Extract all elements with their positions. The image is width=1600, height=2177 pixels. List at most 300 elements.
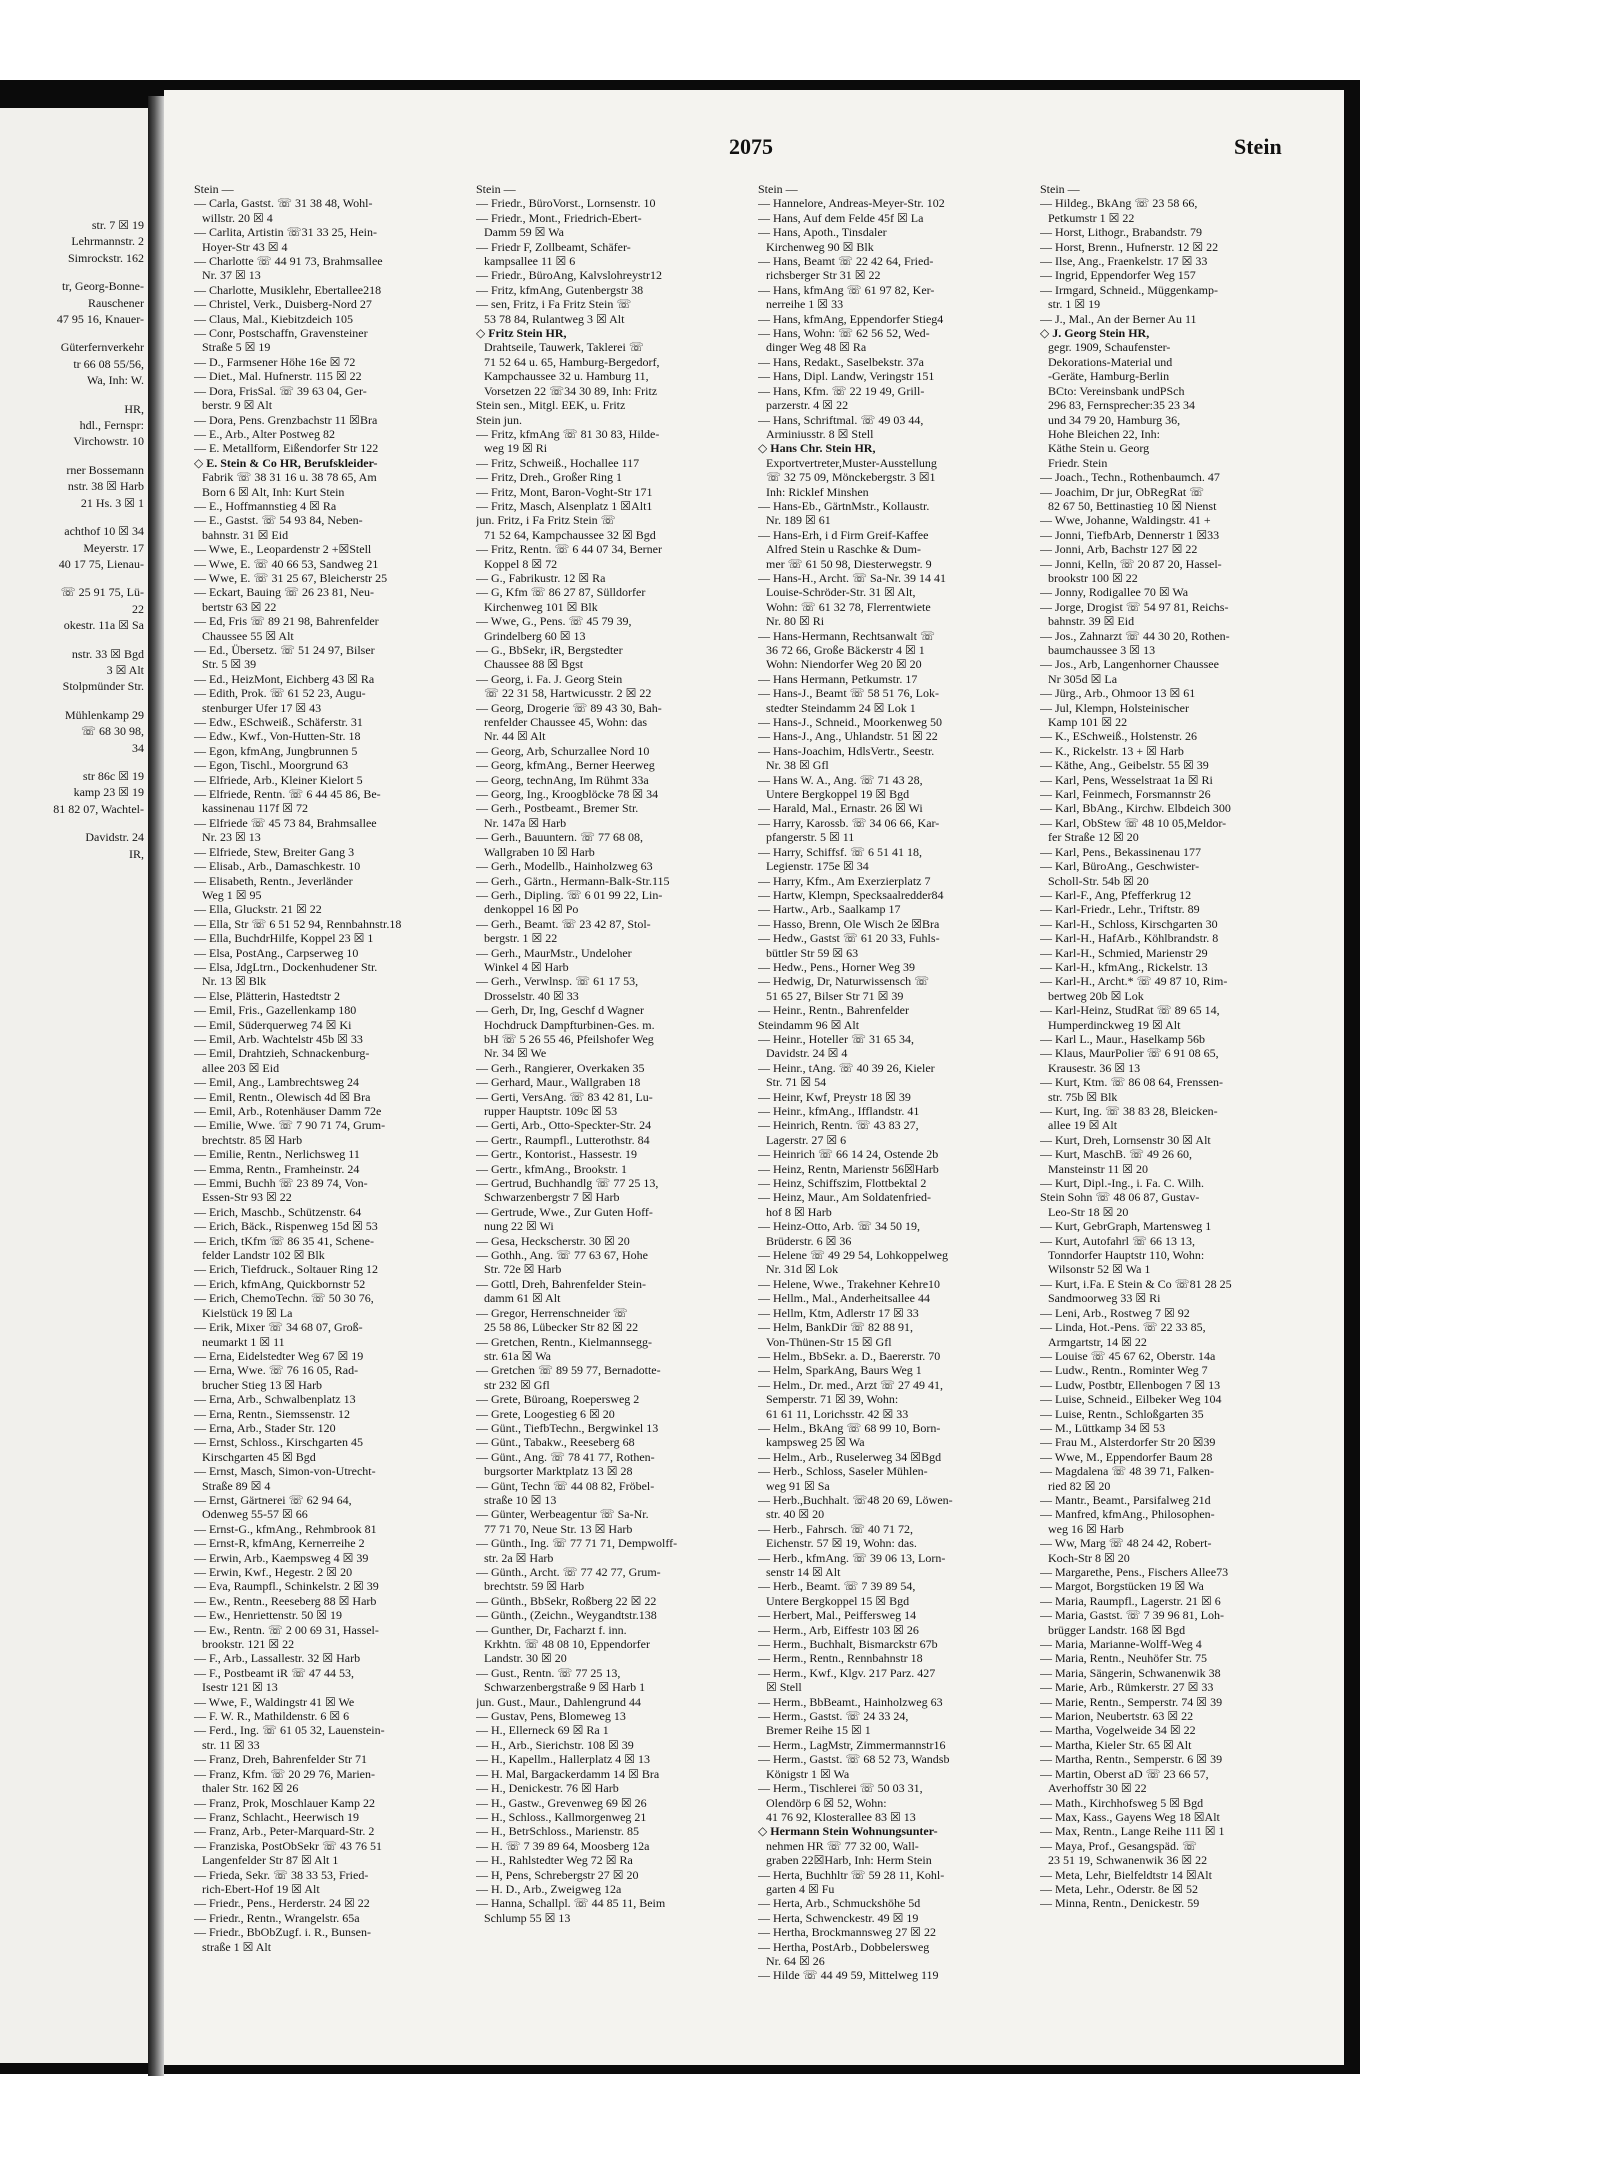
directory-entry-line: — Elfriede ☏ 45 73 84, Brahmsallee: [194, 815, 377, 830]
directory-entry-line: — Emil, Rentn., Olewisch 4d ☒ Bra: [194, 1089, 371, 1104]
directory-entry-line: — Heinrich, Rentn. ☏ 43 83 27,: [758, 1118, 919, 1133]
directory-entry-line: — E. Metallform, Eißendorfer Str 122: [194, 441, 379, 456]
directory-entry-line: — Gothh., Ang. ☏ 77 63 67, Hohe: [476, 1248, 649, 1263]
directory-entry-line: willstr. 20 ☒ 4: [202, 210, 273, 225]
directory-entry-line: — Diet., Mal. Hufnerstr. 115 ☒ 22: [194, 369, 362, 384]
directory-entry-line: — Ella, Str ☏ 6 51 52 94, Rennbahnstr.18: [194, 916, 402, 931]
directory-entry-line: — Ernst, Masch, Simon-von-Utrecht-: [194, 1464, 376, 1479]
directory-entry-line: — Ed., Übersetz. ☏ 51 24 97, Bilser: [194, 643, 375, 657]
directory-column-2: [476, 182, 746, 1925]
directory-entry-line: — Erich, kfmAng, Quickbornstr 52: [194, 1276, 366, 1291]
directory-entry-line: Eichenstr. 57 ☒ 19, Wohn: das.: [766, 1536, 917, 1551]
directory-entry-line: — Hildeg., BkAng ☏ 23 58 66,: [1040, 196, 1198, 211]
directory-entry-line: burgsorter Marktplatz 13 ☒ 28: [484, 1464, 633, 1479]
directory-entry-line: — Helm., Dr. med., Arzt ☏ 27 49 41,: [758, 1377, 943, 1392]
directory-entry-line: — Gerh., MaurMstr., Undeloher: [476, 945, 632, 960]
directory-entry-line: — M., Lüttkamp 34 ☒ 53: [1040, 1420, 1166, 1435]
directory-entry-line: str. 61a ☒ Wa: [484, 1348, 551, 1363]
directory-entry-line: — Wwe, E. ☏ 40 66 53, Sandweg 21: [194, 556, 379, 571]
directory-entry-line: — Leni, Arb., Rostweg 7 ☒ 92: [1040, 1305, 1190, 1320]
directory-entry-line: — Gottl, Dreh, Bahrenfelder Stein-: [476, 1276, 646, 1291]
left-page-fragment: IR,: [129, 846, 144, 861]
directory-entry-line: Str. 5 ☒ 39: [202, 657, 257, 672]
left-page-fragment: okestr. 11a ☒ Sa: [63, 618, 144, 633]
directory-entry-line: Chaussee 55 ☒ Alt: [202, 628, 294, 643]
directory-entry-line: — Herm., Arb, Eiffestr 103 ☒ 26: [758, 1622, 919, 1637]
directory-entry-line: — Herm., Rentn., Rennbahnstr 18: [758, 1651, 923, 1666]
directory-entry-line: BCto: Vereinsbank undPSch: [1048, 383, 1185, 398]
directory-entry-line: — Hans, Wohn: ☏ 62 56 52, Wed-: [758, 326, 930, 341]
directory-entry-line: Winkel 4 ☒ Harb: [484, 959, 569, 974]
directory-entry-line: — Else, Plätterin, Hastedtstr 2: [194, 988, 340, 1003]
directory-entry-line: — Jonni, TiefbArb, Dennerstr 1 ☒33: [1040, 527, 1220, 542]
directory-entry-line: — Franz, Arb., Peter-Marquard-Str. 2: [194, 1824, 375, 1839]
directory-entry-line: bergstr. 1 ☒ 22: [484, 931, 558, 946]
directory-entry-line: — H, Pens, Schrebergstr 27 ☒ 20: [476, 1867, 639, 1882]
directory-entry-line: — Herm., Gastst. ☏ 24 33 24,: [758, 1709, 909, 1724]
directory-entry-line: Lagerstr. 27 ☒ 6: [766, 1132, 847, 1147]
directory-entry-line: — Dora, Pens. Grenzbachstr 11 ☒Bra: [194, 412, 378, 427]
directory-entry-line: — F. W. R., Mathildenstr. 6 ☒ 6: [194, 1709, 350, 1724]
directory-entry-line: — Friedr., Rentn., Wrangelstr. 65a: [194, 1910, 360, 1925]
directory-entry-line: — Erich, Bäck., Rispenweg 15d ☒ 53: [194, 1219, 378, 1234]
directory-entry-line: — Gerh., Bauuntern. ☏ 77 68 08,: [476, 830, 643, 845]
directory-entry-line: — Conr, Postschaffn, Gravensteiner: [194, 326, 368, 341]
directory-entry-line: Isestr 121 ☒ 13: [202, 1680, 278, 1695]
directory-entry-line: — Ed, Fris ☏ 89 21 98, Bahrenfelder: [194, 614, 379, 629]
directory-entry-line: — Friedr., BüroVorst., Lornsenstr. 10: [476, 196, 656, 211]
directory-entry-line: — G., Fabrikustr. 12 ☒ Ra: [476, 570, 606, 585]
directory-entry-line: — Karl-H., Archt.* ☏ 49 87 10, Rim-: [1040, 974, 1228, 989]
directory-entry-line: — Wwe, Johanne, Waldingstr. 41 +: [1040, 513, 1211, 528]
directory-entry-line: — D., Farmsener Höhe 16e ☒ 72: [194, 354, 356, 369]
left-page-fragment: 81 82 07, Wachtel-: [53, 801, 144, 816]
left-page-fragment: Wa, Inh: W.: [86, 373, 144, 388]
directory-entry-line: — Jonni, Arb, Bachstr 127 ☒ 22: [1040, 542, 1198, 557]
directory-entry-line: — Fritz, Rentn. ☏ 6 44 07 34, Berner: [476, 542, 662, 557]
directory-entry-line: Legienstr. 175e ☒ 34: [766, 859, 869, 874]
directory-entry-line: senstr 14 ☒ Alt: [766, 1565, 841, 1579]
directory-entry-line: — Ferd., Ing. ☏ 61 05 32, Lauenstein-: [194, 1723, 385, 1738]
directory-entry-line: Arminiusstr. 8 ☒ Stell: [766, 426, 874, 441]
directory-entry-line: ☏ 32 75 09, Mönckebergstr. 3 ☒1: [766, 470, 936, 485]
directory-entry-line: — Gregor, Herrenschneider ☏: [476, 1305, 628, 1320]
directory-entry-line: 51 65 27, Bilser Str 71 ☒ 39: [766, 988, 904, 1003]
directory-entry-line: Krausestr. 36 ☒ 13: [1048, 1060, 1141, 1075]
directory-entry-line: Brüderstr. 6 ☒ 36: [766, 1233, 852, 1248]
directory-entry-line: — Maria, Marianne-Wolff-Weg 4: [1040, 1637, 1202, 1652]
directory-entry-line: — Hans, kfmAng ☏ 61 97 82, Ker-: [758, 282, 935, 297]
directory-entry-line: neumarkt 1 ☒ 11: [202, 1334, 285, 1349]
directory-entry-line: Stein —: [758, 182, 798, 196]
directory-entry-line: Kamp 101 ☒ 22: [1048, 715, 1128, 730]
directory-entry-line: — Herm., Gastst. ☏ 68 52 73, Wandsb: [758, 1752, 950, 1767]
directory-entry-line: — H., Kapellm., Hallerplatz 4 ☒ 13: [476, 1752, 651, 1767]
directory-entry-line: — Herm., Buchhalt, Bismarckstr 67b: [758, 1637, 938, 1652]
directory-entry-line: — Karl, Pens., Bekassinenau 177: [1040, 844, 1201, 859]
directory-entry-line: — Georg, Ing., Kroogblöcke 78 ☒ 34: [476, 787, 659, 802]
book-gutter: [148, 96, 164, 2076]
directory-entry-line: — Luise, Rentn., Schloßgarten 35: [1040, 1406, 1204, 1421]
left-page-fragment: str. 7 ☒ 19: [91, 218, 144, 232]
directory-entry-line: richsberger Str 31 ☒ 22: [766, 268, 881, 283]
directory-entry-line: — Harry, Karossb. ☏ 34 06 66, Kar-: [758, 815, 940, 830]
directory-entry-line: — Friedr., Mont., Friedrich-Ebert-: [476, 210, 642, 225]
directory-entry-line: — Helm., Arb., Ruselerweg 34 ☒Bgd: [758, 1449, 942, 1464]
directory-entry-line: Königstr 1 ☒ Wa: [766, 1766, 850, 1781]
directory-entry-line: bH ☏ 5 26 55 46, Pfeilshofer Weg: [484, 1031, 654, 1046]
directory-entry-line: — Margarethe, Pens., Fischers Allee73: [1040, 1565, 1229, 1579]
directory-entry-line: — Jonni, Kelln, ☏ 20 87 20, Hassel-: [1040, 556, 1222, 571]
directory-entry-line: 53 78 84, Rulantweg 3 ☒ Alt: [484, 311, 625, 326]
directory-entry-line: Louise-Schröder-Str. 31 ☒ Alt,: [766, 585, 916, 600]
directory-entry-line: brucher Stieg 13 ☒ Harb: [202, 1377, 323, 1392]
directory-entry-line: Hoyer-Str 43 ☒ 4: [202, 239, 288, 254]
directory-entry-line: — Elsa, JdgLtrn., Dockenhudener Str.: [194, 959, 378, 974]
directory-entry-line: — Herta, Schwenckestr. 49 ☒ 19: [758, 1910, 919, 1925]
directory-entry-line: — Maria, Raumpfl., Lagerstr. 21 ☒ 6: [1040, 1593, 1221, 1608]
left-page-fragment: Mühlenkamp 29: [65, 707, 144, 722]
directory-entry-line: — Gertr., Kontorist., Hassestr. 19: [476, 1147, 637, 1162]
directory-entry-line: Nr. 34 ☒ We: [484, 1046, 547, 1061]
directory-entry-line: — Ew., Rentn., Reeseberg 88 ☒ Harb: [194, 1593, 377, 1608]
directory-entry-line: bertweg 20b ☒ Lok: [1048, 988, 1144, 1003]
directory-entry-line: — H., Rahlstedter Weg 72 ☒ Ra: [476, 1853, 633, 1868]
directory-entry-line: — Hedwig, Dr, Naturwissensch ☏: [758, 974, 930, 989]
directory-entry-line: stenburger Ufer 17 ☒ 43: [202, 700, 322, 715]
directory-entry-line: berstr. 9 ☒ Alt: [202, 398, 273, 413]
directory-column-1: [194, 182, 464, 1954]
directory-entry-line: weg 16 ☒ Harb: [1048, 1521, 1124, 1536]
directory-entry-line: — Hans, Schriftmal. ☏ 49 03 44,: [758, 412, 924, 427]
directory-entry-line: — Magdalena ☏ 48 39 71, Falken-: [1040, 1464, 1214, 1479]
directory-entry-line: — Heinr., tAng. ☏ 40 39 26, Kieler: [758, 1060, 935, 1075]
directory-entry-line: straße 1 ☒ Alt: [202, 1939, 272, 1954]
directory-entry-line: stedter Steindamm 24 ☒ Lok 1: [766, 700, 916, 715]
directory-entry-line: — Gust., Rentn. ☏ 77 25 13,: [476, 1665, 621, 1680]
directory-entry-line: Sandmoorweg 33 ☒ Ri: [1048, 1291, 1161, 1306]
directory-entry-line: Wallgraben 10 ☒ Harb: [484, 844, 595, 859]
directory-entry-line: Stein sen., Mitgl. EEK, u. Fritz: [476, 398, 626, 413]
directory-entry-line: — Martha, Rentn., Semperstr. 6 ☒ 39: [1040, 1752, 1223, 1767]
directory-entry-line: Averhoffstr 30 ☒ 22: [1048, 1781, 1147, 1796]
directory-entry-line: Straße 89 ☒ 4: [202, 1478, 271, 1493]
directory-entry-line: Fabrik ☏ 38 31 16 u. 38 78 65, Am: [202, 470, 377, 485]
directory-entry-line: Von-Thünen-Str 15 ☒ Gfl: [766, 1334, 892, 1349]
directory-entry-line: — Minna, Rentn., Denickestr. 59: [1040, 1896, 1200, 1911]
directory-entry-line: — Kurt, Dipl.-Ing., i. Fa. C. Wilh.: [1040, 1176, 1204, 1191]
left-page-fragment: Güterfernverkehr: [60, 340, 144, 355]
directory-entry-line: — Maya, Prof., Gesangspäd. ☏: [1040, 1838, 1197, 1853]
directory-entry-line: — Gertrude, Wwe., Zur Guten Hoff-: [476, 1204, 653, 1219]
directory-entry-line: Semperstr. 71 ☒ 39, Wohn:: [766, 1392, 899, 1407]
directory-column-4: [1040, 182, 1310, 1911]
directory-entry-line: Stein —: [194, 182, 234, 196]
directory-entry-line: — Edith, Prok. ☏ 61 52 23, Augu-: [194, 686, 366, 701]
directory-entry-line: Dekorations-Material und: [1048, 354, 1173, 369]
directory-entry-line: — Grete, Loogestieg 6 ☒ 20: [476, 1406, 615, 1421]
directory-entry-line: baumchaussee 3 ☒ 13: [1048, 643, 1156, 657]
directory-entry-line: allee 19 ☒ Alt: [1048, 1118, 1118, 1133]
directory-entry-line: — Maria, Sängerin, Schwanenwik 38: [1040, 1665, 1221, 1680]
left-page-fragment: kamp 23 ☒ 19: [73, 785, 144, 800]
directory-entry-line: — Herb., Beamt. ☏ 7 39 89 54,: [758, 1579, 916, 1594]
directory-entry-line: — Hannelore, Andreas-Meyer-Str. 102: [758, 196, 945, 211]
directory-entry-line: — Kurt, MaschB. ☏ 49 26 60,: [1040, 1147, 1192, 1162]
directory-entry-line: — Günt, Techn ☏ 44 08 82, Fröbel-: [476, 1478, 655, 1493]
directory-entry-line: — Herta, Buchhltr ☏ 59 28 11, Kohl-: [758, 1867, 945, 1882]
directory-entry-line: — F., Arb., Lassallestr. 32 ☒ Harb: [194, 1651, 361, 1666]
directory-entry-line: — Emil, Drahtzieh, Schnackenburg-: [194, 1046, 370, 1061]
left-page-fragment: rner Bossemann: [66, 462, 144, 477]
directory-entry-line: — Luise, Schneid., Eilbeker Weg 104: [1040, 1392, 1222, 1407]
directory-entry-line: allee 203 ☒ Eid: [202, 1060, 280, 1075]
directory-entry-line: — Gerh., Rangierer, Overkaken 35: [476, 1060, 645, 1075]
directory-entry-line: — Kurt, i.Fa. E Stein & Co ☏81 28 25: [1040, 1276, 1232, 1291]
directory-entry-line: — Helm., BbSekr. a. D., Baererstr. 70: [758, 1348, 941, 1363]
directory-entry-line: ◇ Fritz Stein HR,: [476, 326, 567, 341]
directory-entry-line: Bremer Reihe 15 ☒ 1: [766, 1723, 871, 1738]
directory-entry-line: — Karl-H., Schloss, Kirschgarten 30: [1040, 916, 1218, 931]
directory-entry-line: — Manfred, kfmAng., Philosophen-: [1040, 1507, 1215, 1522]
directory-entry-line: 41 76 92, Klosterallee 83 ☒ 13: [766, 1809, 916, 1824]
directory-entry-line: — Wwe, E., Leopardenstr 2 +☒Stell: [194, 542, 372, 557]
directory-entry-line: Alfred Stein u Raschke & Dum-: [766, 542, 921, 557]
directory-entry-line: — Herb., Fahrsch. ☏ 40 71 72,: [758, 1521, 913, 1536]
directory-entry-line: — Klaus, MaurPolier ☏ 6 91 08 65,: [1040, 1046, 1219, 1061]
directory-entry-line: Olendörp 6 ☒ 52, Wohn:: [766, 1795, 887, 1810]
directory-entry-line: — Hedw., Gastst ☏ 61 20 33, Fuhls-: [758, 931, 940, 946]
directory-entry-line: hof 8 ☒ Harb: [766, 1204, 832, 1219]
directory-entry-line: — Hertha, Brockmannsweg 27 ☒ 22: [758, 1925, 937, 1940]
directory-entry-line: — Charlotte ☏ 44 91 73, Brahmsallee: [194, 254, 383, 269]
directory-entry-line: Stein —: [476, 182, 516, 196]
directory-entry-line: — G, Kfm ☏ 86 27 87, Sülldorfer: [476, 585, 646, 600]
directory-entry-line: — Hedw., Pens., Horner Weg 39: [758, 959, 916, 974]
directory-entry-line: nerreihe 1 ☒ 33: [766, 297, 844, 312]
directory-entry-line: jun. Fritz, i Fa Fritz Stein ☏: [476, 513, 616, 528]
directory-entry-line: Stein jun.: [476, 412, 523, 427]
directory-entry-line: Petkumstr 1 ☒ 22: [1048, 210, 1135, 225]
directory-entry-line: — Günth., (Zeichn., Weygandtstr.138: [476, 1608, 657, 1623]
directory-entry-line: — Helm, SparkAng, Baurs Weg 1: [758, 1363, 922, 1378]
directory-entry-line: — Hans-Joachim, HdlsVertr., Seestr.: [758, 743, 935, 758]
directory-entry-line: — Ernst, Schloss., Kirschgarten 45: [194, 1435, 363, 1450]
directory-entry-line: Stein Sohn ☏ 48 06 87, Gustav-: [1040, 1190, 1200, 1205]
directory-entry-line: Schlump 55 ☒ 13: [484, 1910, 571, 1925]
directory-entry-line: — Fritz, kfmAng ☏ 81 30 83, Hilde-: [476, 426, 660, 441]
directory-entry-line: — Marie, Rentn., Semperstr. 74 ☒ 39: [1040, 1694, 1223, 1709]
directory-entry-line: — Wwe, F., Waldingstr 41 ☒ We: [194, 1694, 355, 1709]
directory-entry-line: — Karl-F., Ang, Pfefferkrug 12: [1040, 887, 1192, 902]
directory-entry-line: — Gerhard, Maur., Wallgraben 18: [476, 1075, 641, 1090]
directory-entry-line: — Karl, ObStew ☏ 48 10 05,Meldor-: [1040, 815, 1227, 830]
directory-entry-line: — Eckart, Bauing ☏ 26 23 81, Neu-: [194, 585, 374, 600]
directory-entry-line: — Hans, Apoth., Tinsdaler: [758, 225, 887, 240]
directory-entry-line: — Erna, Arb., Schwalbenplatz 13: [194, 1392, 356, 1407]
directory-entry-line: jun. Gust., Maur., Dahlengrund 44: [476, 1694, 641, 1709]
directory-entry-line: — Elisabeth, Rentn., Jeverländer: [194, 873, 353, 888]
directory-entry-line: 77 71 70, Neue Str. 13 ☒ Harb: [484, 1521, 633, 1536]
directory-entry-line: — Herbert, Mal., Peiffersweg 14: [758, 1608, 917, 1623]
directory-entry-line: 23 51 19, Schwanenwik 36 ☒ 22: [1048, 1853, 1208, 1868]
directory-entry-line: — Elfriede, Arb., Kleiner Kielort 5: [194, 772, 363, 787]
directory-entry-line: rupper Hauptstr. 109c ☒ 53: [484, 1104, 618, 1118]
directory-entry-line: — Egon, kfmAng, Jungbrunnen 5: [194, 743, 358, 758]
directory-entry-line: — Gerh, Dr, Ing, Geschf d Wagner: [476, 1003, 644, 1018]
directory-entry-line: — H., Denickestr. 76 ☒ Harb: [476, 1781, 619, 1796]
directory-entry-line: — Erwin, Kwf., Hegestr. 2 ☒ 20: [194, 1565, 353, 1579]
directory-entry-line: brechtstr. 59 ☒ Harb: [484, 1579, 585, 1594]
directory-entry-line: Wilsonstr 52 ☒ Wa 1: [1048, 1262, 1151, 1277]
directory-entry-line: — Günth., BbSekr, Roßberg 22 ☒ 22: [476, 1593, 657, 1608]
directory-entry-line: — Edw., Kwf., Von-Hutten-Str. 18: [194, 729, 361, 744]
directory-entry-line: ◇ J. Georg Stein HR,: [1040, 326, 1150, 341]
directory-entry-line: — Erna, Wwe. ☏ 76 16 05, Rad-: [194, 1363, 359, 1378]
directory-entry-line: — Friedr F, Zollbeamt, Schäfer-: [476, 239, 631, 254]
left-page-fragment: 40 17 75, Lienau-: [58, 556, 144, 571]
directory-entry-line: — Friedr., BüroAng, Kalvslohreystr12: [476, 268, 662, 283]
directory-entry-line: str. 75b ☒ Blk: [1048, 1089, 1118, 1104]
left-page-fragment: Virchowstr. 10: [73, 434, 144, 449]
directory-entry-line: str. 11 ☒ 33: [202, 1737, 260, 1752]
directory-entry-line: str. 2a ☒ Harb: [484, 1550, 554, 1565]
directory-entry-line: — Claus, Mal., Kiebitzdeich 105: [194, 311, 353, 326]
directory-entry-line: Scholl-Str. 54b ☒ 20: [1048, 873, 1149, 888]
directory-entry-line: — Edw., ESchweiß., Schäferstr. 31: [194, 715, 363, 730]
directory-entry-line: — Erna, Eidelstedter Weg 67 ☒ 19: [194, 1348, 364, 1363]
directory-entry-line: — Ludw., Rentn., Rominter Weg 7: [1040, 1363, 1208, 1378]
directory-entry-line: — Horst, Lithogr., Brabandstr. 79: [1040, 225, 1202, 240]
directory-entry-line: — Elisab., Arb., Damaschkestr. 10: [194, 859, 361, 874]
directory-entry-line: ◇ Hans Chr. Stein HR,: [758, 441, 876, 456]
directory-entry-line: — Gerh., Dipling. ☏ 6 01 99 22, Lin-: [476, 887, 663, 902]
directory-entry-line: — Georg, Drogerie ☏ 89 43 30, Bah-: [476, 700, 662, 715]
directory-entry-line: Nr. 31d ☒ Lok: [766, 1262, 839, 1277]
left-page-fragment: HR,: [124, 401, 144, 416]
directory-entry-line: Koch-Str 8 ☒ 20: [1048, 1550, 1130, 1565]
directory-entry-line: — Emil, Fris., Gazellenkamp 180: [194, 1003, 357, 1018]
directory-entry-line: — Franz, Dreh, Bahrenfelder Str 71: [194, 1752, 367, 1767]
directory-entry-line: — Ernst, Gärtnerei ☏ 62 94 64,: [194, 1492, 352, 1507]
directory-entry-line: — Kurt, GebrGraph, Martensweg 1: [1040, 1219, 1212, 1234]
directory-entry-line: — Ew., Rentn. ☏ 2 00 69 31, Hassel-: [194, 1622, 379, 1637]
directory-entry-line: — Hans, Dipl. Landw, Veringstr 151: [758, 369, 935, 384]
directory-entry-line: Krkhtn. ☏ 48 08 10, Eppendorfer: [484, 1637, 650, 1652]
directory-entry-line: — Hans-J., Beamt ☏ 58 51 76, Lok-: [758, 686, 939, 701]
directory-entry-line: — Franz, Prok, Moschlauer Kamp 22: [194, 1795, 375, 1810]
left-page-fragment: nstr. 33 ☒ Bgd: [71, 646, 144, 661]
directory-entry-line: Stein —: [1040, 182, 1080, 196]
directory-entry-line: — Dora, FrisSal. ☏ 39 63 04, Ger-: [194, 383, 367, 398]
directory-entry-line: 71 52 64, Kampchaussee 32 ☒ Bgd: [484, 527, 656, 542]
directory-entry-line: — Max, Rentn., Lange Reihe 111 ☒ 1: [1040, 1824, 1225, 1839]
directory-entry-line: — Emilie, Rentn., Nerlichsweg 11: [194, 1147, 360, 1162]
directory-entry-line: Steindamm 96 ☒ Alt: [758, 1017, 860, 1032]
directory-entry-line: — Gerti, VersAng. ☏ 83 42 81, Lu-: [476, 1089, 653, 1104]
directory-entry-line: — Hartw, Klempn, Specksaalredder84: [758, 887, 944, 902]
directory-entry-line: Hochdruck Dampfturbinen-Ges. m.: [484, 1017, 655, 1032]
directory-entry-line: — Hanna, Schallpl. ☏ 44 85 11, Beim: [476, 1896, 666, 1911]
directory-entry-line: — Wwe, E. ☏ 31 25 67, Bleicherstr 25: [194, 570, 388, 585]
directory-entry-line: — E., Arb., Alter Postweg 82: [194, 426, 335, 441]
directory-entry-line: — Karl-H., HafArb., Köhlbrandstr. 8: [1040, 931, 1219, 946]
left-page-fragment: tr, Georg-Bonne-: [62, 279, 144, 294]
directory-entry-line: Langenfelder Str 87 ☒ Alt 1: [202, 1853, 339, 1868]
directory-entry-line: Mansteinstr 11 ☒ 20: [1048, 1161, 1148, 1176]
directory-entry-line: str. 1 ☒ 19: [1048, 297, 1101, 312]
directory-entry-line: — H. Mal, Bargackerdamm 14 ☒ Bra: [476, 1766, 660, 1781]
directory-entry-line: Drahtseile, Tauwerk, Taklerei ☏: [484, 340, 644, 355]
directory-entry-line: Nr. 147a ☒ Harb: [484, 815, 567, 830]
directory-entry-line: — Hilde ☏ 44 49 59, Mittelweg 119: [758, 1968, 939, 1983]
directory-entry-line: 82 67 50, Bettinastieg 10 ☒ Nienst: [1048, 498, 1217, 513]
directory-entry-line: kampsweg 25 ☒ Wa: [766, 1435, 865, 1450]
directory-entry-line: — Fritz, Mont, Baron-Voght-Str 171: [476, 484, 653, 499]
directory-entry-line: — Hartw., Arb., Saalkamp 17: [758, 902, 901, 917]
directory-entry-line: — Egon, Tischl., Moorgrund 63: [194, 758, 349, 773]
directory-entry-line: — Margot, Borgstücken 19 ☒ Wa: [1040, 1579, 1204, 1594]
directory-entry-line: — Hans, kfmAng, Eppendorfer Stieg4: [758, 311, 944, 326]
directory-entry-line: — Ilse, Ang., Fraenkelstr. 17 ☒ 33: [1040, 254, 1208, 269]
directory-entry-line: Nr. 64 ☒ 26: [766, 1953, 825, 1968]
directory-entry-line: graben 22☒Harb, Inh: Herm Stein: [766, 1853, 932, 1868]
directory-entry-line: — Joach., Techn., Rothenbaumch. 47: [1040, 470, 1220, 485]
directory-entry-line: — Herb., kfmAng. ☏ 39 06 13, Lorn-: [758, 1550, 946, 1565]
directory-entry-line: bertstr 63 ☒ 22: [202, 599, 277, 614]
directory-entry-line: damm 61 ☒ Alt: [484, 1291, 561, 1306]
directory-entry-line: Str. 71 ☒ 54: [766, 1075, 827, 1090]
left-page-fragment: 34: [132, 740, 144, 755]
running-head: Stein: [1234, 134, 1282, 159]
directory-entry-line: nung 22 ☒ Wi: [484, 1219, 554, 1234]
directory-entry-line: — Linda, Hot.-Pens. ☏ 22 33 85,: [1040, 1320, 1206, 1335]
directory-entry-line: — Helene ☏ 49 29 54, Lohkoppelweg: [758, 1248, 948, 1263]
directory-entry-line: — Franz, Schlacht., Heerwisch 19: [194, 1809, 359, 1824]
directory-entry-line: Nr. 80 ☒ Ri: [766, 614, 825, 629]
directory-entry-line: Friedr. Stein: [1048, 455, 1108, 470]
directory-entry-line: — Hans-J., Ang., Uhlandstr. 51 ☒ 22: [758, 729, 938, 744]
directory-entry-line: Nr. 13 ☒ Blk: [202, 974, 267, 989]
directory-entry-line: — Ernst-R, kfmAng, Kernerreihe 2: [194, 1536, 365, 1551]
directory-entry-line: — Georg, Arb, Schurzallee Nord 10: [476, 743, 650, 758]
directory-entry-line: Untere Bergkoppel 15 ☒ Bgd: [766, 1593, 910, 1608]
directory-entry-line: — Günter, Werbeagentur ☏ Sa-Nr.: [476, 1507, 649, 1522]
directory-entry-line: Humperdinckweg 19 ☒ Alt: [1048, 1017, 1181, 1032]
directory-entry-line: — Herm., Kwf., Klgv. 217 Parz. 427: [758, 1665, 936, 1680]
directory-entry-line: thaler Str. 162 ☒ 26: [202, 1781, 299, 1796]
directory-entry-line: — Marie, Arb., Rümkerstr. 27 ☒ 33: [1040, 1680, 1214, 1695]
directory-entry-line: — Günt., Ang. ☏ 78 41 77, Rothen-: [476, 1449, 655, 1464]
left-page-fragment: Lehrmannstr. 2: [71, 234, 144, 249]
directory-entry-line: Vorsetzen 22 ☏34 30 89, Inh: Fritz: [484, 383, 658, 398]
directory-entry-line: — Emilie, Wwe. ☏ 7 90 71 74, Grum-: [194, 1118, 386, 1133]
directory-entry-line: — Georg, i. Fa. J. Georg Stein: [476, 671, 623, 686]
directory-entry-line: — Meta, Lehr, Bielfeldtstr 14 ☒Alt: [1040, 1867, 1212, 1882]
directory-entry-line: — J., Mal., An der Berner Au 11: [1040, 311, 1197, 326]
directory-entry-line: — Jürg., Arb., Ohmoor 13 ☒ 61: [1040, 686, 1196, 701]
directory-entry-line: Landstr. 30 ☒ 20: [484, 1651, 567, 1666]
directory-entry-line: — Emma, Rentn., Framheinstr. 24: [194, 1161, 360, 1176]
directory-entry-line: garten 4 ☒ Fu: [766, 1881, 835, 1896]
directory-entry-line: — Ludw, Postbtr, Ellenbogen 7 ☒ 13: [1040, 1377, 1221, 1392]
directory-entry-line: — Günt., TiefbTechn., Bergwinkel 13: [476, 1420, 659, 1435]
directory-entry-line: — Herm., BbBeamt., Hainholzweg 63: [758, 1694, 943, 1709]
directory-entry-line: — Harry, Kfm., Am Exerzierplatz 7: [758, 873, 931, 888]
directory-entry-line: Drosselstr. 40 ☒ 33: [484, 988, 579, 1003]
directory-entry-line: Nr. 44 ☒ Alt: [484, 729, 546, 744]
directory-entry-line: Tonndorfer Hauptstr 110, Wohn:: [1048, 1248, 1205, 1263]
